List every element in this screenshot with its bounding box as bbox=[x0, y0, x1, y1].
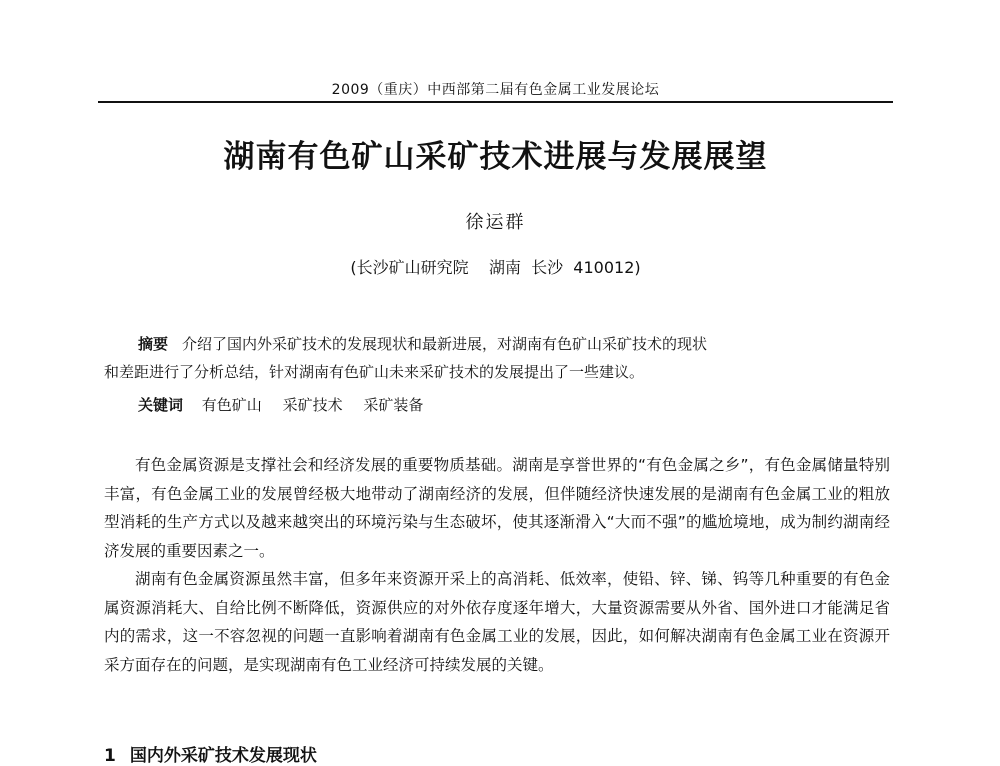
abstract-label: 摘要 bbox=[138, 335, 169, 353]
header-rule bbox=[98, 101, 893, 103]
keywords bbox=[138, 394, 439, 415]
body-paragraph: 有色金属资源是支撑社会和经济发展的重要物质基础。湖南是享誉世界的“有色金属之乡”，有色金属储量特别丰富，有色金属工业的发展曾经极大地带动了湖南经济的发展，但伴随经济快速发展的是湖南有色金属工业的粗放型消耗的生产方式以及越来越突出的环境污染与生态破坏，使其逐渐滑入“大而不强”的尴尬境地，成为制约湖南经济发展的重要因素之一。 bbox=[104, 456, 890, 560]
abstract-line-1 bbox=[104, 330, 864, 358]
author-name: 徐运群 bbox=[465, 212, 526, 233]
running-head: 2009（重庆）中西部第二届有色金属工业发展论坛 bbox=[331, 82, 660, 98]
keyword-item: 有色矿山 bbox=[201, 396, 262, 414]
body-paragraph: 湖南有色金属资源虽然丰富，但多年来资源开采上的高消耗、低效率，使铅、锌、锑、钨等几种重要的有色金属资源消耗大、自给比例不断降低，资源供应的对外依存度逐年增大，大量资源需要从外省、国外进口才能满足省内的需求，这一不容忽视的问题一直影响着湖南有色金属工业的发展，因此，如何解决湖南有色金属工业在资源开采方面存在的问题，是实现湖南有色工业经济可持续发展的关键。 bbox=[104, 570, 890, 674]
section-title: 国内外采矿技术发展现状 bbox=[129, 746, 317, 766]
body-text bbox=[104, 451, 890, 679]
keywords-label: 关键词 bbox=[138, 396, 184, 414]
author-affiliation: (长沙矿山研究院 湖南 长沙 410012) bbox=[350, 258, 641, 277]
paper-title: 湖南有色矿山采矿技术进展与发展展望 bbox=[223, 139, 768, 175]
keyword-item: 采矿装备 bbox=[363, 396, 424, 414]
section-number: 1 bbox=[104, 746, 116, 766]
keyword-item: 采矿技术 bbox=[282, 396, 343, 414]
abstract bbox=[104, 330, 864, 386]
abstract-line-2: 和差距进行了分析总结，针对湖南有色矿山未来采矿技术的发展提出了一些建议。 bbox=[104, 363, 645, 381]
abstract-text-1: 介绍了国内外采矿技术的发展现状和最新进展，对湖南有色矿山采矿技术的现状 bbox=[182, 335, 708, 353]
section-heading bbox=[104, 741, 317, 766]
